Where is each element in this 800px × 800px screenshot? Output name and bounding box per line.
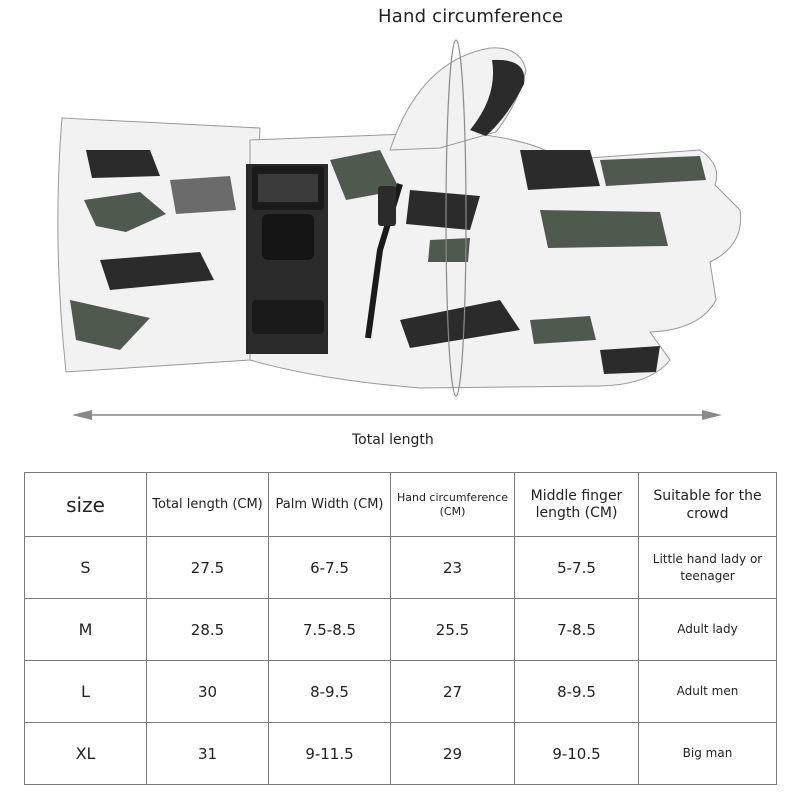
total-length-cell: 28.5	[147, 599, 269, 661]
hand-circumference-cell: 29	[391, 723, 515, 785]
table-row	[25, 599, 777, 661]
table-header-row	[25, 473, 777, 537]
header-palm-width: Palm Width (CM)	[269, 473, 391, 537]
palm-width-cell: 7.5-8.5	[269, 599, 391, 661]
size-cell: M	[25, 599, 147, 661]
hand-circumference-cell: 27	[391, 661, 515, 723]
crowd-cell: Adult men	[639, 661, 777, 723]
total-length-cell: 30	[147, 661, 269, 723]
header-hand-circumference: Hand circumference (CM)	[391, 473, 515, 537]
header-size: size	[25, 473, 147, 537]
middle-finger-cell: 8-9.5	[515, 661, 639, 723]
middle-finger-cell: 7-8.5	[515, 599, 639, 661]
palm-width-cell: 8-9.5	[269, 661, 391, 723]
palm-width-cell: 6-7.5	[269, 537, 391, 599]
size-cell: S	[25, 537, 147, 599]
header-suitable-crowd: Suitable for the crowd	[639, 473, 777, 537]
table-row	[25, 661, 777, 723]
glove-image	[58, 48, 741, 388]
hand-circumference-cell: 23	[391, 537, 515, 599]
crowd-cell: Big man	[639, 723, 777, 785]
middle-finger-cell: 5-7.5	[515, 537, 639, 599]
total-length-cell: 31	[147, 723, 269, 785]
hand-circumference-cell: 25.5	[391, 599, 515, 661]
size-cell: L	[25, 661, 147, 723]
crowd-cell: Adult lady	[639, 599, 777, 661]
size-cell: XL	[25, 723, 147, 785]
header-middle-finger-length: Middle finger length (CM)	[515, 473, 639, 537]
size-chart-table	[24, 472, 777, 785]
total-length-label: Total length	[352, 432, 434, 448]
total-length-arrow	[72, 410, 722, 420]
table-row	[25, 723, 777, 785]
header-total-length: Total length (CM)	[147, 473, 269, 537]
crowd-cell: Little hand lady or teenager	[639, 537, 777, 599]
middle-finger-cell: 9-10.5	[515, 723, 639, 785]
total-length-cell: 27.5	[147, 537, 269, 599]
hand-circumference-label: Hand circumference	[378, 6, 564, 27]
table-row	[25, 537, 777, 599]
palm-width-cell: 9-11.5	[269, 723, 391, 785]
